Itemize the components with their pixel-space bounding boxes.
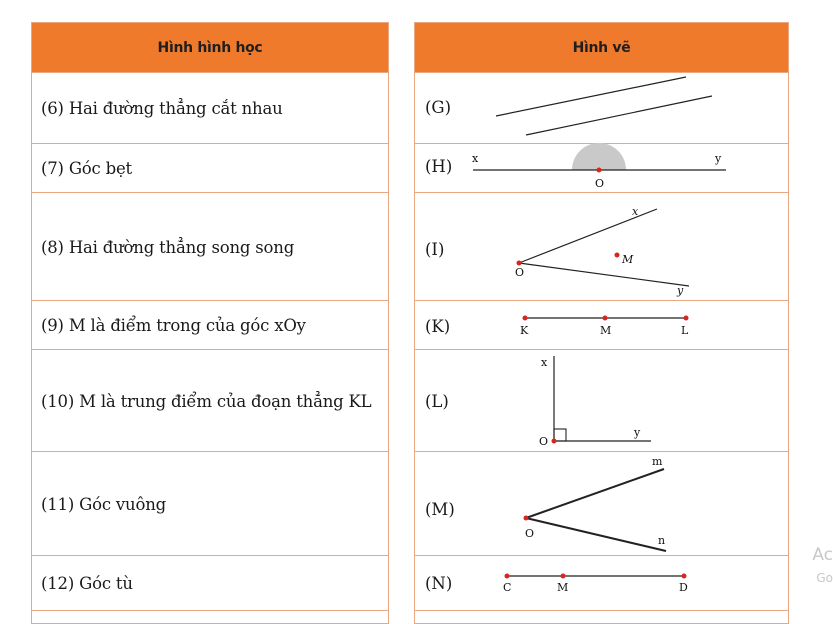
- point-label: D: [679, 581, 688, 594]
- row-text: (7) Góc bẹt: [41, 159, 132, 178]
- figure-label-g: (G): [425, 98, 452, 117]
- geometry-figures: [415, 23, 788, 623]
- row-text: (11) Góc vuông: [41, 494, 166, 514]
- point-label: m: [652, 455, 663, 468]
- row-text: (12) Góc tù: [41, 574, 133, 593]
- figure-l-right-angle: [539, 356, 651, 448]
- table-row: [32, 610, 388, 624]
- figure-g-lines: [496, 77, 712, 135]
- figure-label-n: (N): [425, 574, 453, 593]
- point-label: C: [503, 581, 512, 594]
- point-label: n: [658, 534, 666, 547]
- figure-table: [414, 22, 789, 624]
- row-text: (9) M là điểm trong của góc xOy: [41, 316, 306, 335]
- table-row: [32, 451, 388, 556]
- figure-label-i: (I): [425, 240, 445, 259]
- figure-label-h: (H): [425, 157, 453, 176]
- row-text: (8) Hai đường thẳng song song: [41, 237, 295, 257]
- point-label: O: [515, 266, 525, 279]
- shape-name-table: [31, 22, 389, 624]
- table-row: [32, 192, 388, 301]
- point-label: O: [539, 435, 549, 448]
- row-text: (10) M là trung điểm của đoạn thẳng KL: [41, 391, 372, 411]
- point-label: y: [715, 152, 722, 165]
- figure-header: Hình vẽ: [415, 23, 788, 72]
- point-label: x: [541, 356, 548, 369]
- point-label: O: [595, 177, 605, 190]
- point-label: M: [622, 253, 634, 266]
- figure-label-l: (L): [425, 392, 449, 411]
- table-row: [32, 72, 388, 144]
- figure-h-straight-angle: [472, 143, 726, 190]
- point-label: M: [600, 324, 612, 337]
- table-row: [32, 143, 388, 193]
- table-row: [32, 349, 388, 452]
- row-text: (6) Hai đường thẳng cắt nhau: [41, 99, 283, 118]
- point-label: y: [634, 426, 641, 439]
- point-label: x: [632, 205, 639, 218]
- figure-i-angle-with-point: [515, 205, 689, 297]
- figure-n-segment: [503, 574, 688, 595]
- figure-label-m: (M): [425, 500, 455, 519]
- point-label: K: [520, 324, 529, 337]
- figure-m-angle: [524, 455, 667, 551]
- point-label: x: [472, 152, 479, 165]
- point-label: O: [525, 527, 535, 540]
- shape-name-header: Hình hình học: [32, 23, 388, 72]
- point-label: M: [557, 581, 569, 594]
- table-row: [32, 555, 388, 611]
- point-label: L: [681, 324, 689, 337]
- figure-k-segment: [520, 316, 689, 338]
- table-row: [32, 300, 388, 350]
- activation-watermark-line2: Go: [816, 571, 833, 585]
- point-label: y: [677, 284, 684, 297]
- figure-label-k: (K): [425, 317, 451, 336]
- activation-watermark-line1: Ac: [812, 545, 833, 565]
